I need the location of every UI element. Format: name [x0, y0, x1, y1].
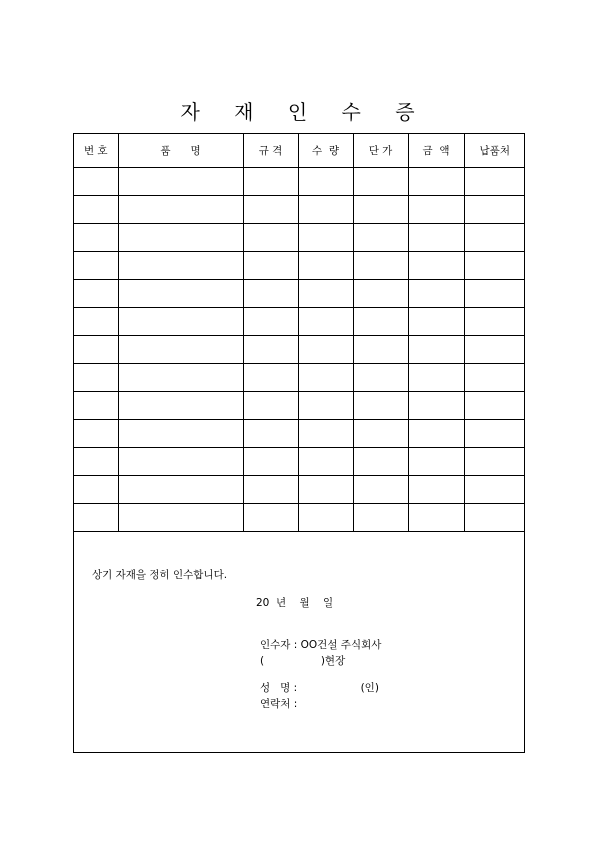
table-cell[interactable] [118, 252, 243, 280]
table-cell[interactable] [118, 476, 243, 504]
header-number: 번 호 [74, 134, 118, 168]
table-cell[interactable] [408, 476, 464, 504]
receipt-footer [74, 534, 524, 752]
header-supplier: 납품처 [464, 134, 525, 168]
table-cell[interactable] [298, 420, 353, 448]
header-spec: 규 격 [243, 134, 298, 168]
table-cell[interactable] [353, 196, 408, 224]
header-unit-price: 단 가 [353, 134, 408, 168]
table-cell[interactable] [74, 420, 118, 448]
table-row [74, 252, 525, 280]
table-row [74, 168, 525, 196]
table-cell[interactable] [353, 336, 408, 364]
table-cell[interactable] [408, 168, 464, 196]
table-row [74, 224, 525, 252]
site-line: ( )현장 [260, 655, 346, 667]
table-cell[interactable] [118, 224, 243, 252]
table-cell[interactable] [298, 448, 353, 476]
items-table [74, 134, 525, 532]
table-cell[interactable] [74, 392, 118, 420]
table-cell[interactable] [243, 280, 298, 308]
table-cell[interactable] [464, 448, 525, 476]
table-cell[interactable] [353, 476, 408, 504]
table-cell[interactable] [243, 476, 298, 504]
table-cell[interactable] [408, 448, 464, 476]
table-cell[interactable] [118, 308, 243, 336]
table-cell[interactable] [243, 196, 298, 224]
table-cell[interactable] [298, 476, 353, 504]
table-cell[interactable] [74, 252, 118, 280]
table-cell[interactable] [353, 420, 408, 448]
table-row [74, 196, 525, 224]
table-cell[interactable] [74, 364, 118, 392]
table-body [74, 168, 525, 532]
header-amount: 금 액 [408, 134, 464, 168]
table-row [74, 448, 525, 476]
table-cell[interactable] [118, 392, 243, 420]
table-cell[interactable] [74, 308, 118, 336]
table-cell[interactable] [118, 336, 243, 364]
table-cell[interactable] [464, 336, 525, 364]
table-cell[interactable] [408, 364, 464, 392]
table-cell[interactable] [353, 252, 408, 280]
header-item-name: 품 명 [118, 134, 243, 168]
table-cell[interactable] [464, 364, 525, 392]
table-row [74, 280, 525, 308]
table-cell[interactable] [408, 196, 464, 224]
table-cell[interactable] [464, 308, 525, 336]
name-line: 성 명 : (인) [260, 682, 379, 694]
table-cell[interactable] [74, 336, 118, 364]
table-cell[interactable] [464, 420, 525, 448]
table-row [74, 392, 525, 420]
table-cell[interactable] [408, 504, 464, 532]
table-cell[interactable] [298, 308, 353, 336]
table-cell[interactable] [464, 224, 525, 252]
table-cell[interactable] [298, 280, 353, 308]
table-cell[interactable] [243, 364, 298, 392]
header-quantity: 수 량 [298, 134, 353, 168]
table-cell[interactable] [118, 448, 243, 476]
table-cell[interactable] [243, 392, 298, 420]
table-row [74, 336, 525, 364]
table-cell[interactable] [243, 168, 298, 196]
table-cell[interactable] [74, 280, 118, 308]
table-cell[interactable] [464, 504, 525, 532]
table-cell[interactable] [118, 504, 243, 532]
table-cell[interactable] [408, 336, 464, 364]
table-row [74, 364, 525, 392]
table-cell[interactable] [118, 364, 243, 392]
table-cell[interactable] [74, 168, 118, 196]
table-cell[interactable] [74, 196, 118, 224]
table-cell[interactable] [464, 252, 525, 280]
table-cell[interactable] [464, 476, 525, 504]
table-cell[interactable] [298, 224, 353, 252]
page-title: 자 재 인 수 증 [180, 100, 429, 124]
table-cell[interactable] [408, 392, 464, 420]
table-row [74, 420, 525, 448]
table-cell[interactable] [74, 504, 118, 532]
table-cell[interactable] [298, 168, 353, 196]
table-cell[interactable] [243, 420, 298, 448]
table-cell[interactable] [464, 280, 525, 308]
table-cell[interactable] [408, 420, 464, 448]
table-cell[interactable] [298, 392, 353, 420]
table-cell[interactable] [74, 224, 118, 252]
table-cell[interactable] [298, 504, 353, 532]
table-cell[interactable] [243, 448, 298, 476]
table-cell[interactable] [298, 336, 353, 364]
table-row [74, 504, 525, 532]
contact-line: 연락처 : [260, 698, 298, 710]
table-cell[interactable] [298, 196, 353, 224]
table-cell[interactable] [243, 308, 298, 336]
table-header-row [74, 134, 525, 168]
table-cell[interactable] [353, 280, 408, 308]
table-cell[interactable] [243, 252, 298, 280]
table-cell[interactable] [353, 392, 408, 420]
receipt-statement: 상기 자재을 정히 인수합니다. [92, 569, 228, 581]
table-cell[interactable] [74, 476, 118, 504]
table-row [74, 476, 525, 504]
table-cell[interactable] [353, 364, 408, 392]
table-cell[interactable] [353, 168, 408, 196]
table-row [74, 308, 525, 336]
table-cell[interactable] [298, 364, 353, 392]
date-line: 20 년 월 일 [256, 597, 334, 609]
table-cell[interactable] [243, 224, 298, 252]
table-cell[interactable] [408, 224, 464, 252]
table-cell[interactable] [353, 308, 408, 336]
table-cell[interactable] [408, 308, 464, 336]
table-cell[interactable] [118, 196, 243, 224]
table-cell[interactable] [464, 168, 525, 196]
table-cell[interactable] [464, 196, 525, 224]
table-cell[interactable] [243, 504, 298, 532]
table-cell[interactable] [118, 168, 243, 196]
table-cell[interactable] [298, 252, 353, 280]
table-cell[interactable] [74, 448, 118, 476]
table-cell[interactable] [243, 336, 298, 364]
table-cell[interactable] [118, 280, 243, 308]
table-cell[interactable] [408, 252, 464, 280]
receiver-line: 인수자 : OO건설 주식회사 [260, 639, 382, 651]
table-cell[interactable] [353, 224, 408, 252]
table-cell[interactable] [353, 448, 408, 476]
table-cell[interactable] [464, 392, 525, 420]
table-cell[interactable] [118, 420, 243, 448]
table-cell[interactable] [408, 280, 464, 308]
table-cell[interactable] [353, 504, 408, 532]
receipt-form [73, 133, 525, 753]
